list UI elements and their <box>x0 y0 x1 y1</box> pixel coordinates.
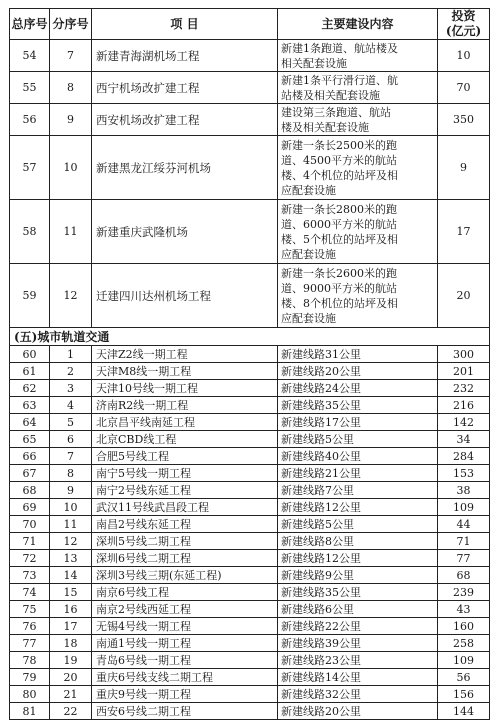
table-row <box>10 584 490 601</box>
content-cell: 新建线路35公里 <box>278 397 438 414</box>
investment-cell: 284 <box>438 448 490 465</box>
table-row <box>10 635 490 652</box>
investment-cell: 153 <box>438 465 490 482</box>
content-cell: 新建线路12公里 <box>278 499 438 516</box>
section-title: (五)城市轨道交通 <box>10 328 490 346</box>
total-no-cell: 66 <box>10 448 50 465</box>
sub-no-cell: 9 <box>50 104 92 136</box>
total-no-cell: 65 <box>10 431 50 448</box>
investment-cell: 156 <box>438 686 490 703</box>
table-row <box>10 264 490 328</box>
content-cell: 新建线路9公里 <box>278 567 438 584</box>
sub-no-cell: 10 <box>50 136 92 200</box>
investment-cell: 109 <box>438 652 490 669</box>
total-no-cell: 57 <box>10 136 50 200</box>
investment-cell: 10 <box>438 40 490 72</box>
sub-no-cell: 8 <box>50 465 92 482</box>
table-row <box>10 516 490 533</box>
investment-cell: 300 <box>438 346 490 363</box>
content-cell <box>278 40 438 72</box>
sub-no-cell: 14 <box>50 567 92 584</box>
project-name-cell: 天津Z2线一期工程 <box>92 346 278 363</box>
project-name-cell: 武汉11号线武昌段工程 <box>92 499 278 516</box>
total-no-cell: 70 <box>10 516 50 533</box>
investment-cell: 142 <box>438 414 490 431</box>
sub-no-cell: 22 <box>50 703 92 720</box>
sub-no-cell: 12 <box>50 264 92 328</box>
content-cell <box>278 136 438 200</box>
total-no-cell: 64 <box>10 414 50 431</box>
sub-no-cell: 8 <box>50 72 92 104</box>
sub-no-cell: 3 <box>50 380 92 397</box>
content-cell: 新建线路24公里 <box>278 380 438 397</box>
sub-no-cell: 1 <box>50 346 92 363</box>
table-row <box>10 104 490 136</box>
investment-cell: 109 <box>438 499 490 516</box>
content-line: 道、4500平方米的航站 <box>281 153 397 167</box>
total-no-cell: 62 <box>10 380 50 397</box>
content-line: 应配套设施 <box>281 311 336 325</box>
content-cell: 新建线路7公里 <box>278 482 438 499</box>
project-name-cell: 深圳5号线二期工程 <box>92 533 278 550</box>
table-row <box>10 533 490 550</box>
header-investment <box>438 9 490 40</box>
sub-no-cell: 21 <box>50 686 92 703</box>
investment-cell: 77 <box>438 550 490 567</box>
content-cell: 新建线路8公里 <box>278 533 438 550</box>
table-row <box>10 601 490 618</box>
table-row <box>10 499 490 516</box>
sub-no-cell: 13 <box>50 550 92 567</box>
project-name-cell: 合肥5号线工程 <box>92 448 278 465</box>
investment-cell: 44 <box>438 516 490 533</box>
content-cell: 新建线路35公里 <box>278 584 438 601</box>
sub-no-cell: 16 <box>50 601 92 618</box>
header-total-no: 总序号 <box>10 9 50 40</box>
content-cell: 新建线路5公里 <box>278 516 438 533</box>
table-row <box>10 40 490 72</box>
table-row <box>10 465 490 482</box>
table-row <box>10 686 490 703</box>
table-row <box>10 703 490 720</box>
investment-cell: 201 <box>438 363 490 380</box>
project-name-cell: 天津10号线一期工程 <box>92 380 278 397</box>
sub-no-cell: 11 <box>50 200 92 264</box>
sub-no-cell: 6 <box>50 431 92 448</box>
project-name-cell: 南宁2号线东延工程 <box>92 482 278 499</box>
investment-cell: 160 <box>438 618 490 635</box>
investment-cell: 70 <box>438 72 490 104</box>
investment-cell: 9 <box>438 136 490 200</box>
investment-cell: 144 <box>438 703 490 720</box>
total-no-cell: 67 <box>10 465 50 482</box>
table-row <box>10 652 490 669</box>
header-row <box>10 9 490 40</box>
content-cell: 新建线路21公里 <box>278 465 438 482</box>
header-investment-line2: (亿元) <box>445 24 482 38</box>
project-name-cell: 重庆9号线一期工程 <box>92 686 278 703</box>
content-line: 新建1条跑道、航站楼及 <box>281 41 398 55</box>
project-name-cell: 南通1号线一期工程 <box>92 635 278 652</box>
investment-cell: 34 <box>438 431 490 448</box>
total-no-cell: 74 <box>10 584 50 601</box>
project-name-cell: 西安6号线二期工程 <box>92 703 278 720</box>
document-page <box>9 8 489 720</box>
content-line: 道、6000平方米的航站 <box>281 217 397 231</box>
total-no-cell: 76 <box>10 618 50 635</box>
sub-no-cell: 4 <box>50 397 92 414</box>
content-cell: 新建线路14公里 <box>278 669 438 686</box>
table-row <box>10 482 490 499</box>
sub-no-cell: 5 <box>50 414 92 431</box>
content-line: 新建一条长2800米的跑 <box>281 202 397 216</box>
table-row <box>10 72 490 104</box>
sub-no-cell: 17 <box>50 618 92 635</box>
sub-no-cell: 12 <box>50 533 92 550</box>
project-name-cell: 深圳6号线二期工程 <box>92 550 278 567</box>
investment-cell: 38 <box>438 482 490 499</box>
content-line: 道、9000平方米的航站 <box>281 281 397 295</box>
header-content: 主要建设内容 <box>278 9 438 40</box>
content-line: 相关配套设施 <box>281 56 347 70</box>
table-row <box>10 550 490 567</box>
project-name-cell: 深圳3号线三期(东延工程) <box>92 567 278 584</box>
content-line: 楼、4个机位的站坪及相 <box>281 168 398 182</box>
table-row <box>10 363 490 380</box>
header-project: 项 目 <box>92 9 278 40</box>
content-line: 新建1条平行滑行道、航 <box>281 73 398 87</box>
content-cell: 新建线路22公里 <box>278 618 438 635</box>
content-cell <box>278 200 438 264</box>
investment-cell: 56 <box>438 669 490 686</box>
table-row <box>10 136 490 200</box>
sub-no-cell: 7 <box>50 40 92 72</box>
total-no-cell: 75 <box>10 601 50 618</box>
content-line: 应配套设施 <box>281 247 336 261</box>
content-line: 新建一条长2500米的跑 <box>281 138 397 152</box>
content-cell <box>278 264 438 328</box>
content-cell: 新建线路32公里 <box>278 686 438 703</box>
sub-no-cell: 15 <box>50 584 92 601</box>
investment-cell: 258 <box>438 635 490 652</box>
content-cell: 新建线路40公里 <box>278 448 438 465</box>
content-cell: 新建线路20公里 <box>278 363 438 380</box>
project-name-cell: 青岛6号线一期工程 <box>92 652 278 669</box>
investment-cell: 68 <box>438 567 490 584</box>
table-row <box>10 669 490 686</box>
project-name-cell: 新建黑龙江绥芬河机场 <box>92 136 278 200</box>
investment-cell: 20 <box>438 264 490 328</box>
content-cell: 新建线路6公里 <box>278 601 438 618</box>
table-row <box>10 380 490 397</box>
content-cell: 新建线路20公里 <box>278 703 438 720</box>
project-table <box>9 8 490 720</box>
header-sub-no: 分序号 <box>50 9 92 40</box>
project-name-cell: 新建青海湖机场工程 <box>92 40 278 72</box>
investment-cell: 350 <box>438 104 490 136</box>
total-no-cell: 81 <box>10 703 50 720</box>
total-no-cell: 69 <box>10 499 50 516</box>
content-line: 应配套设施 <box>281 183 336 197</box>
content-cell: 新建线路17公里 <box>278 414 438 431</box>
table-row <box>10 346 490 363</box>
project-name-cell: 天津M8线一期工程 <box>92 363 278 380</box>
project-name-cell: 南京2号线西延工程 <box>92 601 278 618</box>
table-row <box>10 200 490 264</box>
total-no-cell: 59 <box>10 264 50 328</box>
investment-cell: 232 <box>438 380 490 397</box>
total-no-cell: 68 <box>10 482 50 499</box>
project-name-cell: 无锡4号线一期工程 <box>92 618 278 635</box>
sub-no-cell: 7 <box>50 448 92 465</box>
total-no-cell: 63 <box>10 397 50 414</box>
total-no-cell: 80 <box>10 686 50 703</box>
sub-no-cell: 2 <box>50 363 92 380</box>
total-no-cell: 78 <box>10 652 50 669</box>
investment-cell: 17 <box>438 200 490 264</box>
project-name-cell: 北京昌平线南延工程 <box>92 414 278 431</box>
content-line: 楼、8个机位的站坪及相 <box>281 296 398 310</box>
project-name-cell: 北京CBD线工程 <box>92 431 278 448</box>
sub-no-cell: 11 <box>50 516 92 533</box>
content-line: 站楼及相关配套设施 <box>281 88 380 102</box>
project-name-cell: 新建重庆武隆机场 <box>92 200 278 264</box>
total-no-cell: 55 <box>10 72 50 104</box>
total-no-cell: 58 <box>10 200 50 264</box>
total-no-cell: 56 <box>10 104 50 136</box>
header-investment-line1: 投资 <box>451 9 476 23</box>
table-row <box>10 448 490 465</box>
sub-no-cell: 10 <box>50 499 92 516</box>
content-cell: 新建线路23公里 <box>278 652 438 669</box>
investment-cell: 71 <box>438 533 490 550</box>
total-no-cell: 60 <box>10 346 50 363</box>
content-cell: 新建线路39公里 <box>278 635 438 652</box>
content-line: 新建一条长2600米的跑 <box>281 266 397 280</box>
content-cell: 新建线路12公里 <box>278 550 438 567</box>
project-name-cell: 西宁机场改扩建工程 <box>92 72 278 104</box>
table-row <box>10 414 490 431</box>
sub-no-cell: 18 <box>50 635 92 652</box>
investment-cell: 43 <box>438 601 490 618</box>
total-no-cell: 79 <box>10 669 50 686</box>
investment-cell: 239 <box>438 584 490 601</box>
project-name-cell: 南昌2号线东延工程 <box>92 516 278 533</box>
total-no-cell: 54 <box>10 40 50 72</box>
sub-no-cell: 9 <box>50 482 92 499</box>
section-row <box>10 328 490 346</box>
content-cell <box>278 72 438 104</box>
table-row <box>10 567 490 584</box>
content-line: 建设第三条跑道、航站 <box>281 105 391 119</box>
total-no-cell: 72 <box>10 550 50 567</box>
total-no-cell: 61 <box>10 363 50 380</box>
project-name-cell: 南京6号线工程 <box>92 584 278 601</box>
project-name-cell: 迁建四川达州机场工程 <box>92 264 278 328</box>
total-no-cell: 73 <box>10 567 50 584</box>
table-row <box>10 618 490 635</box>
content-cell <box>278 104 438 136</box>
sub-no-cell: 20 <box>50 669 92 686</box>
project-name-cell: 济南R2线一期工程 <box>92 397 278 414</box>
content-cell: 新建线路31公里 <box>278 346 438 363</box>
project-name-cell: 南宁5号线一期工程 <box>92 465 278 482</box>
total-no-cell: 77 <box>10 635 50 652</box>
total-no-cell: 71 <box>10 533 50 550</box>
table-row <box>10 397 490 414</box>
content-cell: 新建线路5公里 <box>278 431 438 448</box>
content-line: 楼及相关配套设施 <box>281 120 369 134</box>
content-line: 楼、5个机位的站坪及相 <box>281 232 398 246</box>
table-row <box>10 431 490 448</box>
investment-cell: 216 <box>438 397 490 414</box>
project-name-cell: 重庆6号线支线二期工程 <box>92 669 278 686</box>
project-name-cell: 西安机场改扩建工程 <box>92 104 278 136</box>
sub-no-cell: 19 <box>50 652 92 669</box>
